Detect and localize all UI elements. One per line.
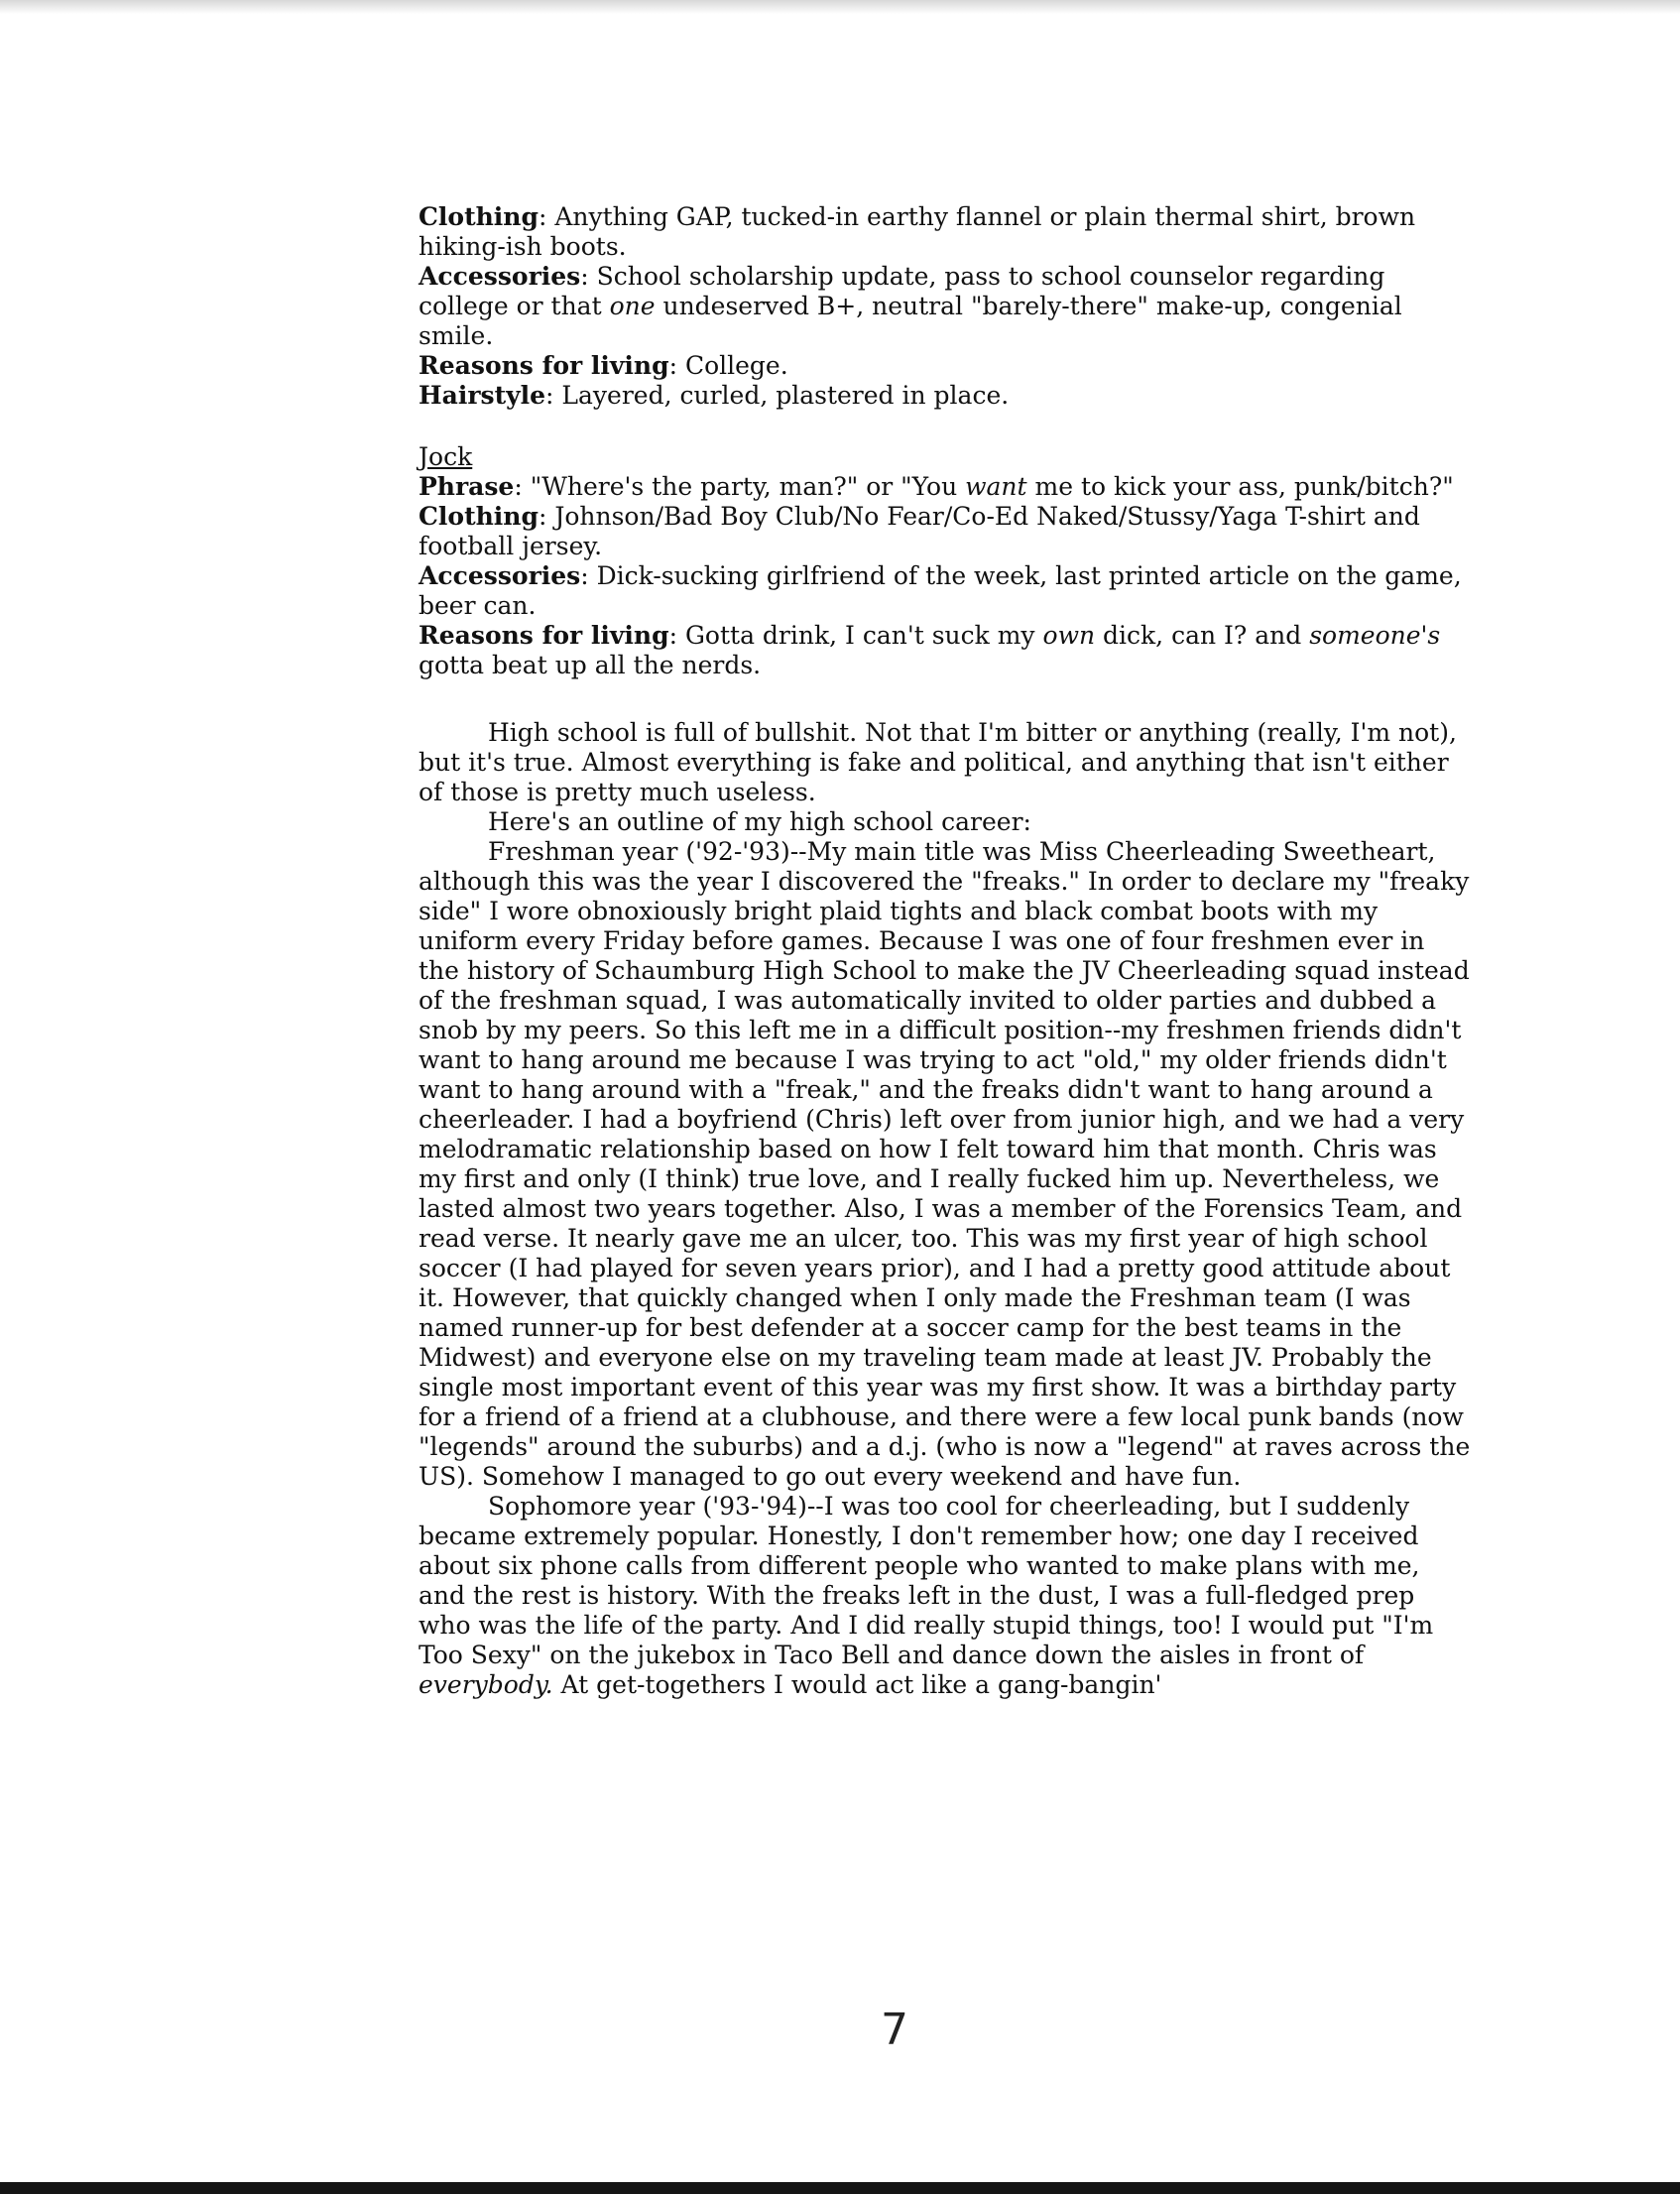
prep-clothing [419, 202, 1472, 262]
page-number: 7 [881, 2005, 908, 2055]
phrase-text-pre: : "Where's the party, man?" or "You [514, 472, 966, 501]
jock-reasons-pre: : Gotta drink, I can't suck my [668, 621, 1043, 650]
sophomore-text-pre: Sophomore year ('93-'94)--I was too cool for cheerleading, but I suddenly became extremely popular. Honestly, I don't remember how; one day I received about six phone calls from different people who wanted to make plans with me, and the rest is history. With the freaks left in the dust, I was a full-fledged prep who was the life of the party. And I did really stupid things, too! I would put "I'm Too Sexy" on the jukebox in Taco Bell and dance down the aisles in front of [419, 1492, 1434, 1669]
jock-reasons-emphasis-someone: someone's [1309, 621, 1441, 650]
phrase-text-post: me to kick your ass, punk/bitch?" [1026, 472, 1454, 501]
section-gap [419, 680, 1472, 718]
jock-phrase [419, 472, 1472, 502]
reasons-label: Reasons for living [419, 351, 669, 380]
jock-reasons-mid: dick, can I? and [1095, 621, 1310, 650]
sophomore-emphasis: everybody. [419, 1670, 553, 1699]
jock-clothing [419, 502, 1472, 561]
jock-accessories [419, 561, 1472, 621]
body-paragraph-sophomore [419, 1492, 1472, 1700]
document-body [419, 202, 1472, 1700]
hairstyle-label: Hairstyle [419, 381, 546, 410]
jock-reasons-post: gotta beat up all the nerds. [419, 651, 762, 679]
phrase-label: Phrase [419, 472, 515, 501]
body-paragraph-2: Here's an outline of my high school career: [488, 807, 1031, 836]
body-paragraph-1: High school is full of bullshit. Not that I'm bitter or anything (really, I'm not), but it's true. Almost everything is fake and political, and anything that isn't either of those is pretty much useless. [419, 718, 1457, 806]
body-paragraph-freshman: Freshman year ('92-'93)--My main title was Miss Cheerleading Sweetheart, although this was the year I discovered the "freaks." In order to declare my "freaky side" I wore obnoxiously bright plaid tights and black combat boots with my uniform every Friday before games. Because I was one of four freshmen ever in the history of Schaumburg High School to make the JV Cheerleading squad instead of the freshman squad, I was automatically invited to older parties and dubbed a snob by my peers. So this left me in a difficult position--my freshmen friends didn't want to hang around me because I was trying to act "old," my older friends didn't want to hang around with a "freak," and the freaks didn't want to hang around a cheerleader. I had a boyfriend (Chris) left over from junior high, and we had a very melodramatic relationship based on how I felt toward him that month. Chris was my first and only (I think) true love, and I really fucked him up. Nevertheless, we lasted almost two years together. Also, I was a member of the Forensics Team, and read verse. It nearly gave me an ulcer, too. This was my first year of high school soccer (I had played for seven years prior), and I had a pretty good attitude about it. However, that quickly changed when I only made the Freshman team (I was named runner-up for best defender at a soccer camp for the best teams in the Midwest) and everyone else on my traveling team made at least JV. Probably the single most important event of this year was my first show. It was a birthday party for a friend of a friend at a clubhouse, and there were a few local punk bands (now "legends" around the suburbs) and a d.j. (who is now a "legend" at raves across the US). Somehow I managed to go out every weekend and have fun. [419, 837, 1471, 1491]
jock-clothing-label: Clothing [419, 502, 539, 531]
jock-heading: Jock [419, 442, 473, 471]
hairstyle-text: : Layered, curled, plastered in place. [545, 381, 1010, 410]
clothing-text: : Anything GAP, tucked-in earthy flannel or plain thermal shirt, brown hiking-ish boots. [419, 202, 1416, 261]
clothing-label: Clothing [419, 202, 539, 231]
scan-top-edge [0, 0, 1680, 14]
prep-hairstyle [419, 381, 1472, 411]
jock-reasons [419, 621, 1472, 680]
accessories-emphasis: one [609, 292, 656, 320]
sophomore-text-post: At get-togethers I would act like a gang-bangin' [552, 1670, 1162, 1699]
jock-accessories-label: Accessories [419, 561, 581, 590]
jock-reasons-label: Reasons for living [419, 621, 669, 650]
accessories-label: Accessories [419, 262, 581, 291]
reasons-text: : College. [668, 351, 788, 380]
prep-reasons [419, 351, 1472, 381]
phrase-emphasis: want [965, 472, 1027, 501]
jock-accessories-text: : Dick-sucking girlfriend of the week, last printed article on the game, beer can. [419, 561, 1462, 620]
jock-clothing-text: : Johnson/Bad Boy Club/No Fear/Co-Ed Naked/Stussy/Yaga T-shirt and football jersey. [419, 502, 1420, 560]
jock-reasons-emphasis-own: own [1042, 621, 1096, 650]
prep-accessories [419, 262, 1472, 351]
scan-bottom-edge [0, 2182, 1680, 2194]
accessories-text-post: undeserved B+, neutral "barely-there" make-up, congenial smile. [419, 292, 1402, 350]
accessories-text-pre: : School scholarship update, pass to school counselor regarding college or that [419, 262, 1385, 320]
